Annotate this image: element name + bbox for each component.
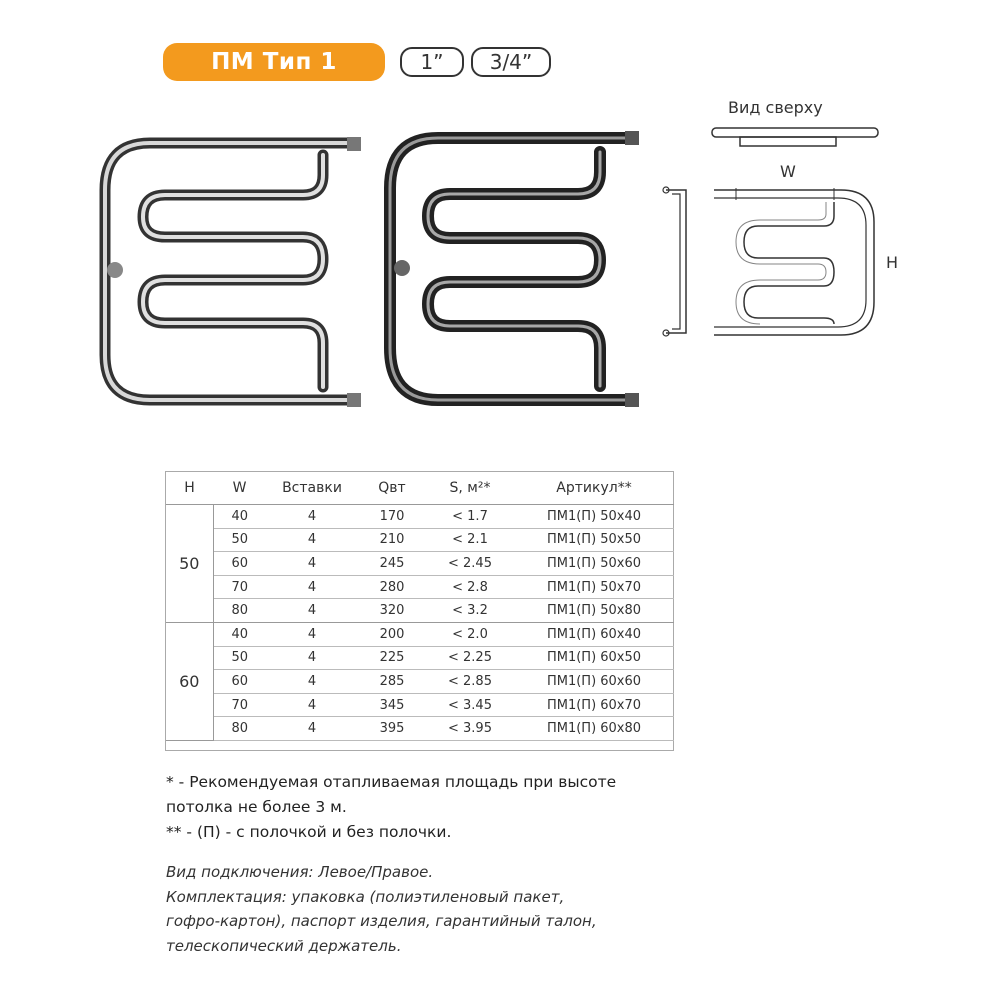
cell-area: < 2.25 <box>426 646 514 670</box>
cell-power: 225 <box>358 646 426 670</box>
height-label: H <box>886 253 899 272</box>
cell-w: 60 <box>213 670 266 694</box>
cell-inserts: 4 <box>266 552 358 576</box>
product-info <box>166 860 686 958</box>
cell-w: 70 <box>213 575 266 599</box>
package-contents-line2: гофро-картон), паспорт изделия, гарантийный талон, <box>166 912 597 930</box>
cell-w: 40 <box>213 622 266 646</box>
group-h-value: 50 <box>166 505 213 623</box>
table-row <box>166 622 674 646</box>
cell-article: ПМ1(П) 60х60 <box>514 670 674 694</box>
footnote-area <box>166 770 616 845</box>
col-header-article: Артикул** <box>514 472 674 505</box>
cell-inserts: 4 <box>266 670 358 694</box>
package-contents-line3: телескопический держатель. <box>166 936 402 955</box>
cell-area: < 2.45 <box>426 552 514 576</box>
col-header-h: H <box>166 472 213 505</box>
width-label: W <box>780 162 796 181</box>
cell-area: < 1.7 <box>426 505 514 529</box>
cell-article: ПМ1(П) 60х80 <box>514 717 674 741</box>
cell-area: < 3.2 <box>426 599 514 623</box>
cell-article: ПМ1(П) 50х80 <box>514 599 674 623</box>
cell-inserts: 4 <box>266 505 358 529</box>
front-view-drawing <box>706 180 886 345</box>
col-header-inserts: Вставки <box>266 472 358 505</box>
cell-inserts: 4 <box>266 693 358 717</box>
cell-w: 50 <box>213 528 266 552</box>
cell-power: 285 <box>358 670 426 694</box>
towel-rail-photo-dark <box>378 120 653 415</box>
cell-area: < 3.45 <box>426 693 514 717</box>
cell-power: 210 <box>358 528 426 552</box>
side-view-drawing <box>656 185 696 340</box>
cell-power: 245 <box>358 552 426 576</box>
cell-inserts: 4 <box>266 622 358 646</box>
cell-power: 345 <box>358 693 426 717</box>
cell-inserts: 4 <box>266 599 358 623</box>
spec-table <box>166 472 674 741</box>
table-row <box>166 670 674 694</box>
footnote-area-line2: потолка не более 3 м. <box>166 798 347 816</box>
col-header-w: W <box>213 472 266 505</box>
table-header-row <box>166 472 674 505</box>
table-row <box>166 717 674 741</box>
cell-w: 60 <box>213 552 266 576</box>
cell-article: ПМ1(П) 60х50 <box>514 646 674 670</box>
cell-article: ПМ1(П) 50х60 <box>514 552 674 576</box>
top-view-drawing <box>708 122 883 158</box>
cell-w: 40 <box>213 505 266 529</box>
package-contents-line1: Комплектация: упаковка (полиэтиленовый пакет, <box>166 887 565 906</box>
cell-power: 170 <box>358 505 426 529</box>
cell-w: 50 <box>213 646 266 670</box>
col-header-area: S, м²* <box>426 472 514 505</box>
table-row <box>166 552 674 576</box>
cell-w: 80 <box>213 599 266 623</box>
cell-power: 320 <box>358 599 426 623</box>
cell-article: ПМ1(П) 50х70 <box>514 575 674 599</box>
model-badge: ПМ Тип 1 <box>163 43 385 81</box>
cell-w: 80 <box>213 717 266 741</box>
cell-area: < 3.95 <box>426 717 514 741</box>
table-row <box>166 599 674 623</box>
cell-area: < 2.85 <box>426 670 514 694</box>
size-badge-3-4-inch: 3/4” <box>471 47 551 77</box>
cell-area: < 2.1 <box>426 528 514 552</box>
footnote-article: ** - (П) - с полочкой и без полочки. <box>166 823 452 841</box>
table-row <box>166 528 674 552</box>
table-row <box>166 693 674 717</box>
footnote-area-line1: * - Рекомендуемая отапливаемая площадь при высоте <box>166 773 617 791</box>
cell-inserts: 4 <box>266 646 358 670</box>
col-header-power: Qвт <box>358 472 426 505</box>
cell-area: < 2.0 <box>426 622 514 646</box>
cell-power: 200 <box>358 622 426 646</box>
top-view-label: Вид сверху <box>728 98 823 117</box>
cell-power: 395 <box>358 717 426 741</box>
cell-article: ПМ1(П) 50х50 <box>514 528 674 552</box>
towel-rail-photo-chrome <box>95 125 370 415</box>
cell-article: ПМ1(П) 50х40 <box>514 505 674 529</box>
group-h-value: 60 <box>166 622 213 740</box>
cell-article: ПМ1(П) 60х40 <box>514 622 674 646</box>
connection-type: Вид подключения: Левое/Правое. <box>166 863 434 881</box>
table-row <box>166 505 674 529</box>
cell-inserts: 4 <box>266 717 358 741</box>
cell-power: 280 <box>358 575 426 599</box>
table-row <box>166 646 674 670</box>
cell-area: < 2.8 <box>426 575 514 599</box>
cell-article: ПМ1(П) 60х70 <box>514 693 674 717</box>
cell-w: 70 <box>213 693 266 717</box>
size-badge-1-inch: 1” <box>400 47 464 77</box>
cell-inserts: 4 <box>266 575 358 599</box>
table-row <box>166 575 674 599</box>
cell-inserts: 4 <box>266 528 358 552</box>
